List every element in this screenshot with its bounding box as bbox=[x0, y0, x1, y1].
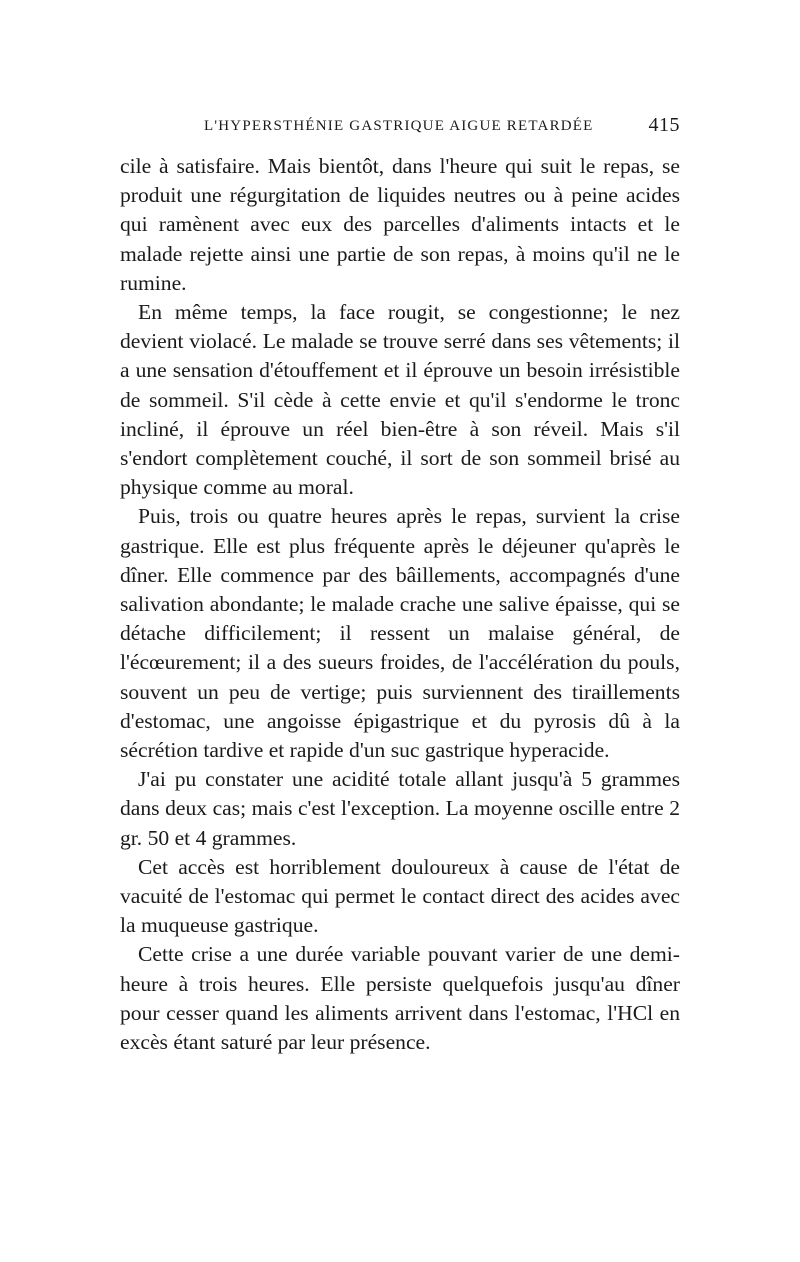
body-text bbox=[120, 152, 680, 1057]
paragraph-continued: cile à satisfaire. Mais bientôt, dans l'heure qui suit le repas, se produit une régurgitation de liquides neutres ou à peine acides qui ramènent avec eux des parcelles d'aliments intacts et le malade rejette ainsi une partie de son repas, à moins qu'il ne le rumine. bbox=[120, 154, 680, 295]
book-page bbox=[120, 108, 680, 1057]
paragraph: J'ai pu constater une acidité totale allant jusqu'à 5 grammes dans deux cas; mais c'est l'exception. La moyenne oscille entre 2 gr. 50 et 4 grammes. bbox=[120, 767, 680, 850]
page-number: 415 bbox=[648, 114, 680, 136]
running-head bbox=[120, 108, 680, 136]
paragraph: Cette crise a une durée variable pouvant varier de une demi-heure à trois heures. Elle persiste quelquefois jusqu'au dîner pour cesser quand les aliments arrivent dans l'estomac, l'HCl en excès étant saturé par leur présence. bbox=[120, 942, 680, 1055]
paragraph: En même temps, la face rougit, se congestionne; le nez devient violacé. Le malade se trouve serré dans ses vêtements; il a une sensation d'étouffement et il éprouve un besoin irrésistible de sommeil. S'il cède à cette envie et qu'il s'endorme le tronc incliné, il éprouve un réel bien-être à son réveil. Mais s'il s'endort complètement couché, il sort de son sommeil brisé au physique comme au moral. bbox=[120, 300, 680, 500]
paragraph: Cet accès est horriblement douloureux à cause de l'état de vacuité de l'estomac qui permet le contact direct des acides avec la muqueuse gastrique. bbox=[120, 854, 680, 938]
running-title: L'HYPERSTHÉNIE GASTRIQUE AIGUE RETARDÉE bbox=[204, 118, 594, 134]
paragraph: Puis, trois ou quatre heures après le repas, survient la crise gastrique. Elle est plus fréquente après le déjeuner qu'après le dîner. Elle commence par des bâillements, accompagnés d'une salivation abondante; le malade crache une salive épaisse, qui se détache difficilement; il ressent un malaise général, de l'écœurement; il a des sueurs froides, de l'accélération du pouls, souvent un peu de vertige; puis surviennent des tiraillements d'estomac, une angoisse épigastrique et du pyrosis dû à la sécrétion tardive et rapide d'un suc gastrique hyperacide. bbox=[120, 504, 680, 763]
